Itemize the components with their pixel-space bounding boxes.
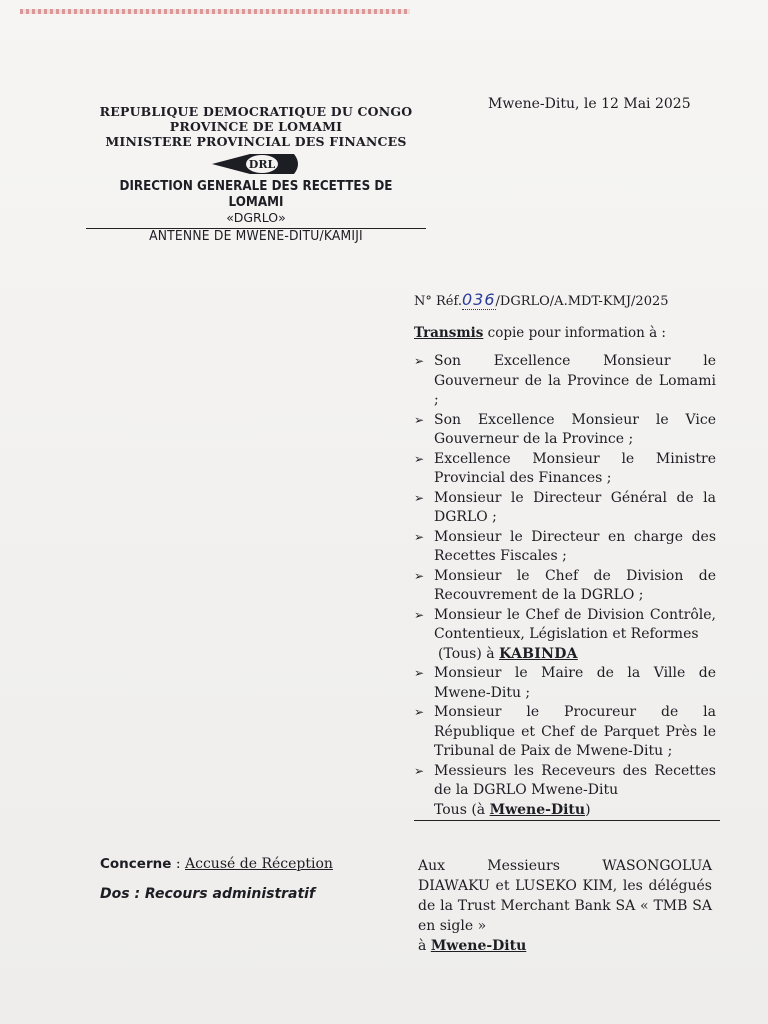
addressee-place	[418, 936, 712, 956]
dos-line: Dos : Recours administratif	[100, 886, 316, 902]
tous-kabinda-prefix: (Tous) à	[438, 645, 495, 662]
transmis-label: Transmis	[414, 325, 484, 341]
dgrlo-logo-icon	[210, 151, 302, 177]
transmis-line	[414, 325, 666, 341]
addressee-text: Aux Messieurs WASONGOLUA DIAWAKU et LUSEKO KIM, les délégués de la Trust Merchant Bank SA « TMB SA en sigle »	[418, 858, 712, 934]
letterhead	[86, 104, 426, 245]
tous-mwene-ditu-line	[414, 801, 720, 821]
reference-prefix: N° Réf.	[414, 294, 462, 309]
recipients-list	[414, 352, 716, 821]
header-province: PROVINCE DE LOMAMI	[169, 119, 343, 134]
addressee-place-prefix: à	[418, 938, 427, 954]
header-ministry: MINISTERE PROVINCIAL DES FINANCES	[105, 134, 407, 149]
tous-mwene-prefix: Tous (à	[434, 801, 486, 818]
header-antenne: ANTENNE DE MWENE-DITU/KAMIJI	[149, 229, 363, 244]
list-item: ➢ Son Excellence Monsieur le Vice Gouverneur de la Province ;	[414, 411, 716, 447]
list-item: ➢ Son Excellence Monsieur le Gouverneur de la Province de Lomami ;	[414, 353, 716, 408]
arrow-bullet-icon: ➢	[414, 529, 425, 544]
arrow-bullet-icon: ➢	[414, 354, 425, 368]
list-item: ➢ Monsieur le Chef de Division de Recouvrement de la DGRLO ;	[414, 567, 716, 603]
list-item: ➢ Excellence Monsieur le Ministre Provincial des Finances ;	[414, 450, 716, 486]
arrow-bullet-icon: ➢	[414, 490, 425, 505]
arrow-bullet-icon: ➢	[414, 666, 425, 680]
tous-kabinda-line	[414, 645, 716, 665]
arrow-bullet-icon: ➢	[414, 763, 425, 778]
list-item: ➢ Monsieur le Maire de la Ville de Mwene-Ditu ;	[414, 665, 716, 701]
arrow-bullet-icon: ➢	[414, 451, 425, 466]
header-republic: REPUBLIQUE DEMOCRATIQUE DU CONGO	[99, 104, 413, 119]
list-item: ➢ Monsieur le Directeur Général de la DGRLO ;	[414, 489, 716, 525]
tous-kabinda-place: KABINDA	[499, 645, 578, 662]
arrow-bullet-icon: ➢	[414, 568, 425, 583]
page-top-edge	[20, 9, 410, 14]
reference-handwritten-number: 036	[461, 290, 496, 309]
header-sigle: «DGRLO»	[226, 210, 286, 225]
list-item: ➢ Messieurs les Receveurs des Recettes de la DGRLO Mwene-Ditu	[414, 762, 716, 798]
addressee-place-name: Mwene-Ditu	[430, 938, 527, 954]
list-item: ➢ Monsieur le Procureur de la République et Chef de Parquet Près le Tribunal de Paix de Mwene-Ditu ;	[414, 704, 716, 759]
concerne-value: Accusé de Réception	[185, 856, 333, 872]
concerne-label: Concerne	[100, 856, 172, 872]
arrow-bullet-icon: ➢	[414, 412, 425, 427]
tous-mwene-place: Mwene-Ditu	[489, 801, 586, 818]
arrow-bullet-icon: ➢	[414, 705, 425, 719]
reference-number	[414, 290, 669, 309]
transmis-text: copie pour information à :	[487, 325, 666, 341]
addressee-block	[418, 856, 712, 956]
tous-mwene-suffix: )	[585, 801, 591, 818]
list-item: ➢ Monsieur le Directeur en charge des Recettes Fiscales ;	[414, 528, 716, 564]
list-item: ➢ Monsieur le Chef de Division Contrôle, Contentieux, Législation et Reformes	[414, 606, 716, 642]
concerne-separator: :	[171, 856, 186, 872]
arrow-bullet-icon: ➢	[414, 607, 425, 622]
reference-suffix: /DGRLO/A.MDT-KMJ/2025	[495, 294, 669, 309]
header-directorate: DIRECTION GENERALE DES RECETTES DE LOMAMI	[119, 179, 393, 210]
svg-text:DRL: DRL	[248, 158, 276, 171]
letter-date: Mwene-Ditu, le 12 Mai 2025	[488, 96, 691, 112]
concerne-line	[100, 856, 333, 872]
